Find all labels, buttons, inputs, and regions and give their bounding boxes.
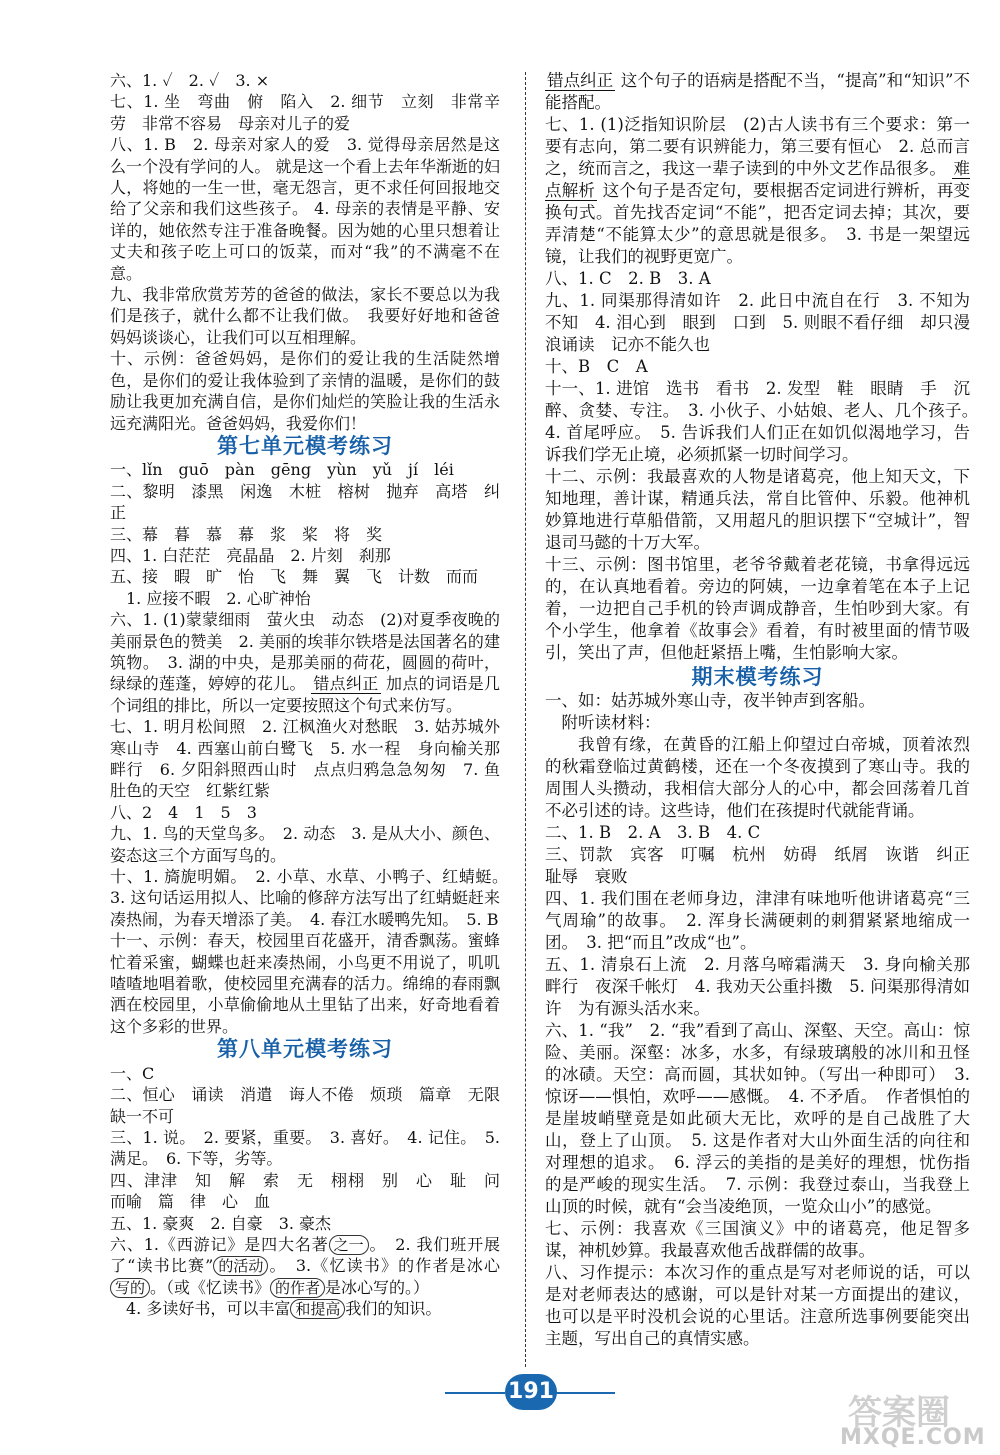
page-number: 191: [505, 1374, 557, 1410]
answer-line: 三、幕 暮 慕 幕 浆 桨 将 奖: [110, 524, 383, 544]
answer-line: [545, 114, 970, 268]
answer-text: 这个句子是否定句，要根据否定词进行辨析，再变换句式。首先找否定词“不能”，把否定词去掉；其次，要弄清楚“不能算太少”的意思就是很多。 3. 书是一架望远镜，让我们的视野更宽广。: [545, 181, 971, 266]
answer-text: 加点的词语是几个词组的排比，所以一定要按照这个句式来仿写。: [110, 674, 500, 715]
answer-text: 六、1.《西游记》是四大名著: [110, 1234, 329, 1254]
answer-line: 二、黎明 漆黑 闲逸 木桩 榕树 抛弃 高塔 纠正: [110, 481, 500, 523]
answer-line: 四、1. 白茫茫 亮晶晶 2. 片刻 刹那: [110, 545, 391, 565]
error-correction-tag: 错点纠正: [547, 71, 614, 90]
watermark-logo: 答案圈: [848, 1393, 950, 1433]
answer-text: 这个句子的语病是搭配不当，“提高”和“知识”不能搭配。: [545, 71, 970, 112]
answer-text: 4. 多读好书，可以丰富: [126, 1299, 291, 1319]
answer-line: 四、津津 知 解 索 无 栩栩 别 心 耻 问 而喻 篇 律 心 血: [110, 1170, 517, 1212]
answer-line: 八、1. C 2. B 3. A: [545, 269, 711, 288]
answer-line: 二、恒心 诵读 消遣 诲人不倦 烦琐 篇章 无限 缺一不可: [110, 1085, 517, 1126]
section-title-final: 期末模考练习: [691, 665, 824, 689]
answer-line: 九、我非常欣赏芳芳的爸爸的做法，家长不要总以为我们是孩子，就什么都不让我们做。 我要好好地和爸爸妈妈谈谈心，让我们可以互相理解。: [110, 285, 500, 347]
answer-line: [545, 70, 970, 114]
answer-line: 十一、1. 进馆 选书 看书 2. 发型 鞋 眼睛 手 沉醉、贪婪、专注。 3. 小伙子、小姑娘、老人、几个孩子。 4. 首尾呼应。 5. 告诉我们人们正在如饥似渴地学习，告诉我们学无止境，必须抓紧一切时间学习。: [545, 379, 987, 464]
answer-text: 我们的知识。: [345, 1299, 442, 1319]
answer-line: 二、1. B 2. A 3. B 4. C: [545, 823, 761, 842]
answer-text: 。 3.《忆读书》的作者是冰心: [268, 1256, 500, 1276]
answer-line: 十三、示例：图书馆里，老爷爷戴着老花镜，书拿得远远的，在认真地看着。旁边的阿姨，一边拿着笔在本子上记着，一边把自己手机的铃声调成静音，生怕吵到大家。有个小学生，他拿着《故事会》看着，有时被里面的情节吸引，笑出了声，但他赶紧捂上嘴，生怕影响大家。: [545, 555, 970, 662]
answer-line: 十、1. 旖旎明媚。 2. 小草、水草、小鸭子、红蜻蜓。 3. 这句话运用拟人、比喻的修辞方法写出了红蜻蜓赶来凑热闹，为春天增添了美。 4. 春江水暖鸭先知。 5. B: [110, 867, 517, 929]
handwritten-circle: 的作者: [270, 1278, 325, 1298]
error-correction-tag: 错点纠正: [313, 674, 379, 694]
answer-line: [110, 1298, 500, 1319]
answer-line: 九、1. 鸟的天堂鸟多。 2. 动态 3. 是从大小、颜色、姿态这三个方面写鸟的。: [110, 824, 500, 865]
handwritten-circle: 写的: [110, 1278, 150, 1298]
handwritten-circle: 和提高: [290, 1299, 345, 1319]
answer-text: 是冰心写的。）: [325, 1277, 430, 1297]
answer-line: 一、lǐn guō pàn gēng yùn yǔ jí léi: [110, 460, 454, 480]
handwritten-insert: 的活动: [213, 1256, 268, 1276]
section-title-unit7: 第七单元模考练习: [217, 433, 393, 458]
listening-material: 我曾有缘，在黄昏的江船上仰望过白帝城，顶着浓烈的秋霜登临过黄鹤楼，还在一个冬夜摸到了寒山寺。我的周围人头攒动，我相信大部分人的心中，都会回荡着几首不必引述的诗。这些诗，他们在孩提时代就能背诵。: [545, 735, 970, 820]
watermark-url: MXQE.COM: [840, 1425, 986, 1450]
answer-line: [110, 609, 500, 716]
answer-line: 七、1. 明月松间照 2. 江枫渔火对愁眠 3. 姑苏城外寒山寺 4. 西塞山前白鹭飞 5. 水一程 身向榆关那畔行 6. 夕阳斜照西山时 点点归鸦急急匆匆 7. 鱼肚色的天空 红紫红紫: [110, 717, 500, 801]
answer-line: 六、1. “我” 2. “我”看到了高山、深壑、天空。高山：惊险、美丽。深壑：冰多，水多，有绿玻璃般的冰川和丑怪的冰碛。天空：高而圆，其状如钟。（写出一种即可） 3. 惊讶——惧怕，欢呼——感慨。 4. 不矛盾。 作者惧怕的是崖坡峭壁竟是如此硕大无比，欢呼的是自己战胜了大山，登上了山顶。 5. 这是作者对大山外面生活的向往和对理想的追求。 6. 浮云的美指的是美好的理想，忧伤指的是严峻的现实生活。 7. 示例：我登过泰山，当我登上山顶的时候，就有“会当凌绝顶，一览众山小”的感觉。: [545, 1021, 970, 1216]
right-column: [545, 70, 987, 1350]
answer-line: 九、1. 同渠那得清如许 2. 此日中流自在行 3. 不知为不知 4. 泪心到 眼到 口到 5. 则眼不看仔细 却只漫浪诵读 记亦不能久也: [545, 291, 970, 354]
answer-line: 八、2 4 1 5 3: [110, 802, 257, 822]
answer-line: 八、习作提示：本次习作的重点是写对老师说的话，可以是对老师表达的感谢，可以是针对某一方面提出的建议，也可以是平时没机会说的心里话。注意所选事例要能突出主题，写出自己的真情实感。: [545, 1263, 970, 1348]
answer-line: 六、1. ✓ 2. ✓ 3. ×: [110, 71, 270, 90]
difficulty-analysis-tag: 难点解析: [545, 159, 971, 200]
answer-line: 四、1. 我们围在老师身边，津津有味地听他讲诸葛亮“三气周瑜”的故事。 2. 浑身长满硬刺的刺猬紧紧地缩成一团。 3. 把“而且”改成“也”。: [545, 889, 970, 952]
handwritten-insert: 之一: [329, 1235, 369, 1255]
answer-line: 十一、示例：春天，校园里百花盛开，清香飘荡。蜜蜂忙着采蜜，蝴蝶也赶来凑热闹，小鸟更不用说了，叽叽喳喳地唱着歌，使校园里充满春的活力。绵绵的春雨飘洒在校园里，小草偷偷地从土里钻了出来，好奇地看着这个多彩的世界。: [110, 931, 500, 1036]
answer-line: 十二、示例：我最喜欢的人物是诸葛亮，他上知天文，下知地理，善计谋，精通兵法，常自比管仲、乐毅。他神机妙算地进行草船借箭，又用超凡的胆识摆下“空城计”，智退司马懿的十万大军。: [545, 467, 970, 552]
answer-line: 十、B C A: [545, 357, 648, 376]
section-title-unit8: 第八单元模考练习: [217, 1037, 393, 1062]
column-divider: [525, 72, 526, 1367]
answer-line: [110, 1234, 500, 1298]
left-column: [110, 70, 517, 1320]
page-footer: [445, 1370, 615, 1420]
answer-line: 七、1. 坐 弯曲 俯 陷入 2. 细节 立刻 非常辛劳 非常不容易 母亲对儿子的爱: [110, 92, 500, 133]
answer-line: 五、接 暇 旷 怡 飞 舞 翼 飞 计数 而而: [110, 567, 479, 587]
answer-line: 三、1. 说。 2. 要紧，重要。 3. 喜好。 4. 记住。 5. 满足。 6. 下等，劣等。: [110, 1127, 500, 1169]
answer-line: 十、示例：爸爸妈妈，是你们的爱让我的生活陡然增色，是你们的爱让我体验到了亲情的温暖，是你们的鼓励让我更加充满自信，是你们灿烂的笑脸让我的生活永远充满阳光。爸爸妈妈，我爱你们！: [110, 349, 500, 433]
answer-text: 六、1. (1)蒙蒙细雨 萤火虫 动态 (2)对夏季夜晚的美丽景色的赞美 2. 美丽的埃菲尔铁塔是法国著名的建筑物。 3. 湖的中央，是那美丽的荷花，圆圆的荷叶，绿绿的莲蓬，婷婷的花儿。: [110, 610, 500, 694]
answer-text: 。（或《忆读书》: [150, 1277, 271, 1297]
answer-line: 一、C: [110, 1063, 155, 1083]
answer-line: 七、示例：我喜欢《三国演义》中的诸葛亮，他足智多谋，神机妙算。我最喜欢他舌战群儒的故事。: [545, 1219, 970, 1260]
answer-text: 。 2. 我们班开展了“读书比赛”: [110, 1234, 500, 1276]
answer-line: 五、1. 清泉石上流 2. 月落乌啼霜满天 3. 身向榆关那畔行 夜深千帐灯 4. 我劝天公重抖擞 5. 问渠那得清如许 为有源头活水来。: [545, 955, 970, 1018]
answer-line: 八、1. B 2. 母亲对家人的爱 3. 觉得母亲居然是这么一个没有学问的人。 就是这一个看上去年华渐逝的妇人，将她的一生一世，毫无怨言，更不求任何回报地交给了父亲和我们这些孩子。 4. 母亲的表情是平静、安详的，她依然专注于准备晚餐。因为她的心里只想着让丈夫和孩子吃上可口的饭菜，而对“我”的不满毫不在意。: [110, 135, 500, 283]
watermark: [840, 1385, 990, 1455]
answer-text: 七、1. (1)泛指知识阶层 (2)古人读书有三个要求：第一要有志向，第二要有识辨能力，第三要有恒心 2. 总而言之，统而言之，我这一辈子读到的中外文艺作品很多。: [545, 115, 970, 178]
footer-rule-left: [445, 1392, 505, 1394]
footer-rule-right: [555, 1392, 615, 1394]
answer-line: 五、1. 豪爽 2. 自豪 3. 豪杰: [110, 1213, 332, 1233]
answer-line: 附听读材料：: [561, 713, 661, 732]
answer-line: 三、罚款 宾客 叮嘱 杭州 妨碍 纸屑 诙谐 纠正 耻辱 衰败: [545, 845, 987, 886]
answer-line: 1. 应接不暇 2. 心旷神怡: [126, 588, 311, 608]
answer-line: 一、如：姑苏城外寒山寺，夜半钟声到客船。: [545, 691, 875, 710]
